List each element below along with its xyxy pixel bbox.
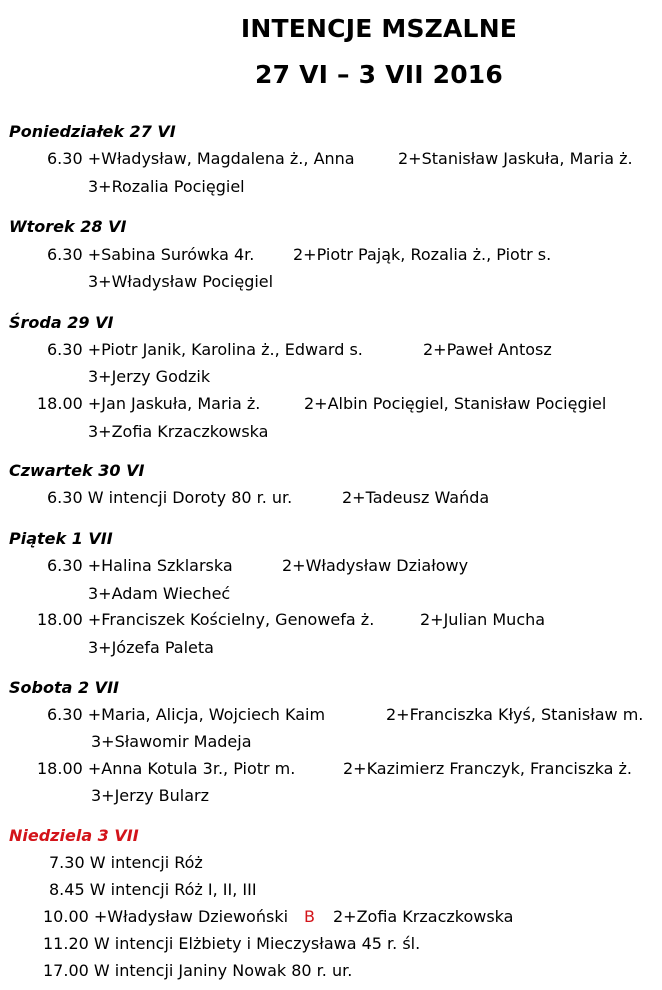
intention-second: 2+Franciszka Kłyś, Stanisław m.	[386, 705, 644, 724]
intention-second: 2+Piotr Pająk, Rozalia ż., Piotr s.	[293, 245, 552, 264]
day-heading-monday: Poniedziałek 27 VI	[9, 122, 176, 141]
intention-second: 2+Paweł Antosz	[423, 340, 552, 359]
intention-third: 3+Józefa Paleta	[88, 638, 214, 657]
red-mark: B	[304, 907, 315, 926]
intention-second: 2+Zofia Krzaczkowska	[333, 907, 514, 926]
page-title: INTENCJE MSZALNE	[240, 14, 518, 43]
intention-line: 17.00 W intencji Janiny Nowak 80 r. ur.	[43, 961, 353, 980]
day-heading-saturday: Sobota 2 VII	[9, 678, 119, 697]
day-heading-thursday: Czwartek 30 VI	[9, 461, 145, 480]
intention-line: 6.30 +Piotr Janik, Karolina ż., Edward s.	[47, 340, 363, 359]
intention-line: 18.00 +Anna Kotula 3r., Piotr m.	[37, 759, 296, 778]
intention-third: 3+Rozalia Pocięgiel	[88, 177, 245, 196]
intention-third: 3+Jerzy Godzik	[88, 367, 211, 386]
intention-third: 3+Sławomir Madeja	[91, 732, 252, 751]
intention-line: 10.00 +Władysław Dziewoński	[43, 907, 289, 926]
intention-line: 11.20 W intencji Elżbiety i Mieczysława 45 r. śl.	[43, 934, 421, 953]
intention-third: 3+Jerzy Bularz	[91, 786, 210, 805]
intention-line: 18.00 +Jan Jaskuła, Maria ż.	[37, 394, 261, 413]
intention-second: 2+Tadeusz Wańda	[342, 488, 490, 507]
intention-line: 8.45 W intencji Róż I, II, III	[49, 880, 257, 899]
intention-line: 6.30 +Halina Szklarska	[47, 556, 233, 575]
intention-third: 3+Adam Wiecheć	[88, 584, 231, 603]
intention-second: 2+Julian Mucha	[420, 610, 546, 629]
date-range: 27 VI – 3 VII 2016	[255, 60, 503, 89]
intention-line: 6.30 W intencji Doroty 80 r. ur.	[47, 488, 293, 507]
intention-second: 2+Albin Pocięgiel, Stanisław Pocięgiel	[304, 394, 607, 413]
intention-second: 2+Kazimierz Franczyk, Franciszka ż.	[343, 759, 632, 778]
intention-line: 7.30 W intencji Róż	[49, 853, 203, 872]
intention-line: 18.00 +Franciszek Kościelny, Genowefa ż.	[37, 610, 375, 629]
intention-third: 3+Zofia Krzaczkowska	[88, 422, 269, 441]
day-heading-wednesday: Środa 29 VI	[9, 313, 114, 332]
day-heading-sunday: Niedziela 3 VII	[9, 826, 139, 845]
day-heading-tuesday: Wtorek 28 VI	[9, 217, 127, 236]
intention-line: 6.30 +Władysław, Magdalena ż., Anna	[47, 149, 355, 168]
intention-second: 2+Władysław Działowy	[282, 556, 469, 575]
day-heading-friday: Piątek 1 VII	[9, 529, 113, 548]
intention-line: 6.30 +Maria, Alicja, Wojciech Kaim	[47, 705, 326, 724]
intention-line: 6.30 +Sabina Surówka 4r.	[47, 245, 255, 264]
intention-second: 2+Stanisław Jaskuła, Maria ż.	[398, 149, 633, 168]
intention-third: 3+Władysław Pocięgiel	[88, 272, 274, 291]
